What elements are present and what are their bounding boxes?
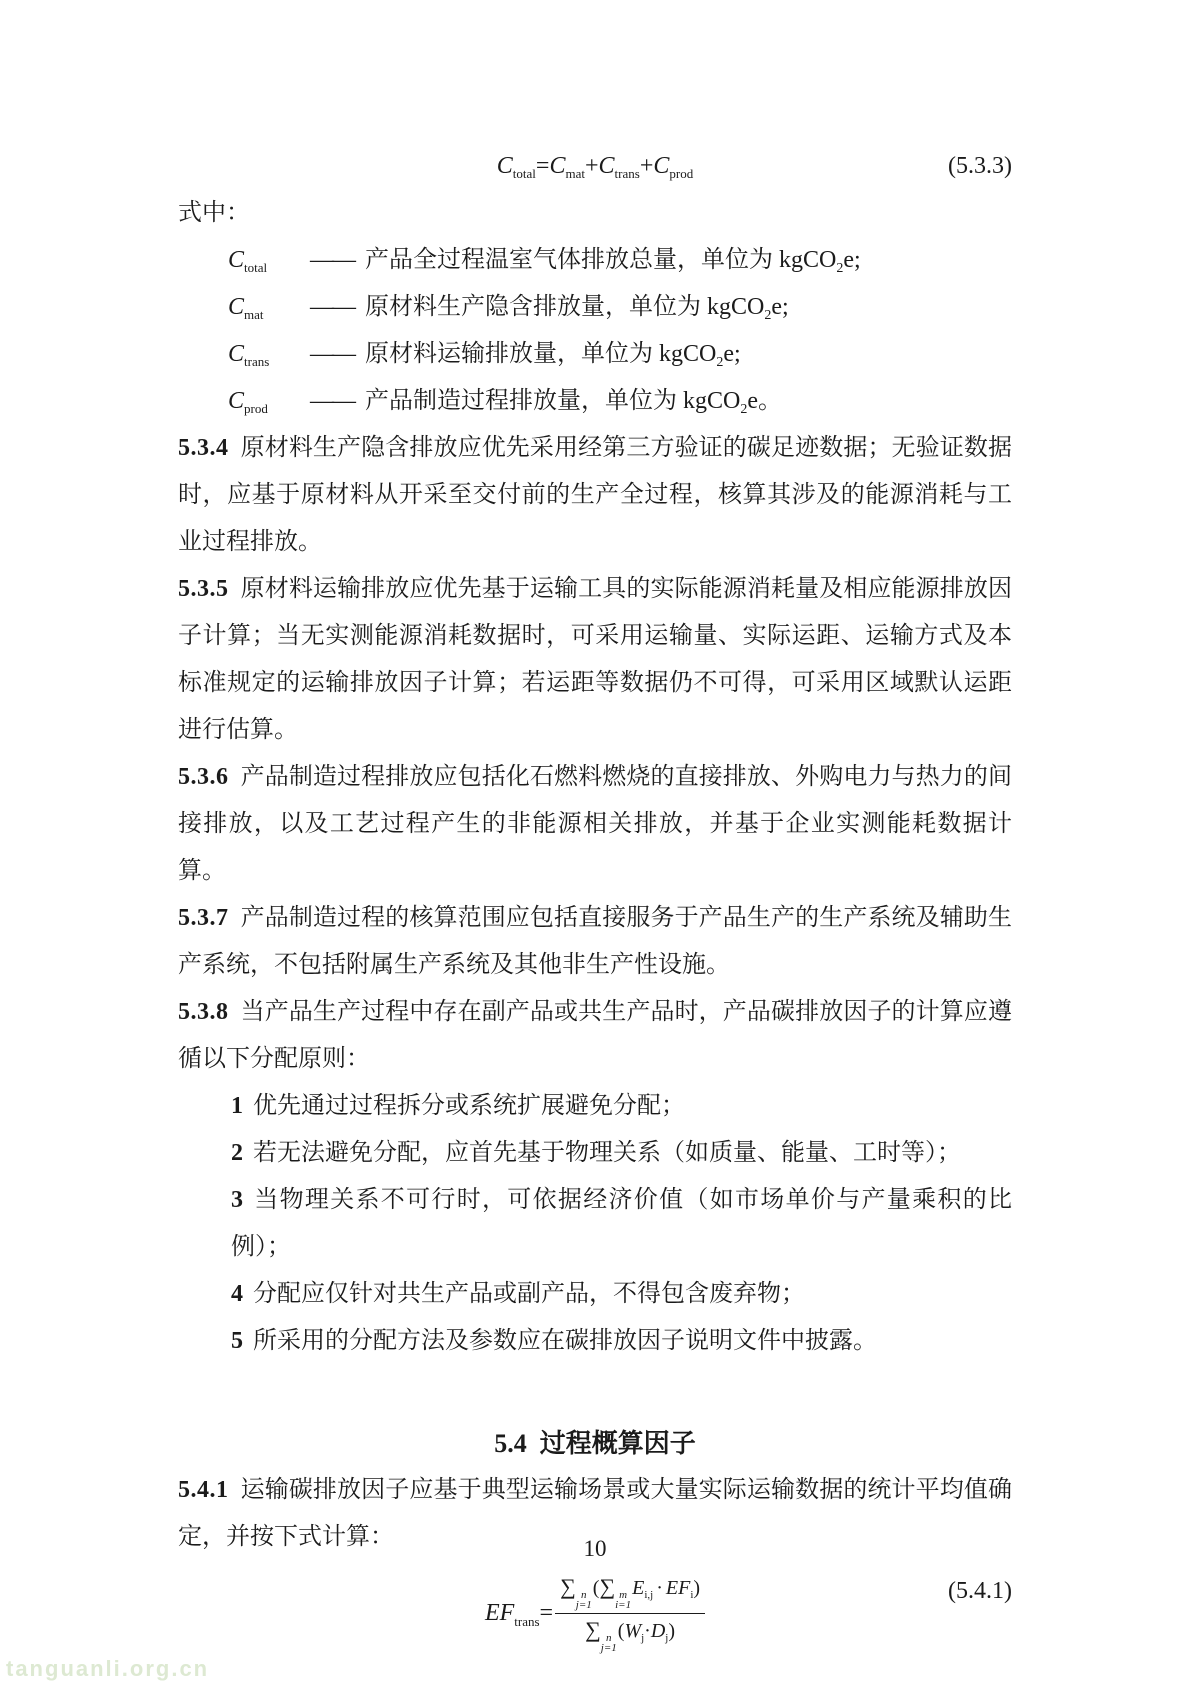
operator-equals: =	[535, 153, 550, 179]
ef-inner-sub: i	[690, 1588, 694, 1601]
clause-text: 运输碳排放因子应基于典型运输场景或大量实际运输数据的统计平均值确定，并按下式计算：	[178, 1477, 1012, 1550]
definition-description	[365, 284, 1012, 331]
definition-dash: ——	[310, 388, 354, 414]
multiply-dot: ·	[644, 1619, 651, 1642]
term-c-prod: C	[653, 153, 670, 179]
clause-number: 5.3.6	[178, 764, 229, 790]
clause-number: 5.3.8	[178, 999, 229, 1025]
sigma-outer: ∑	[560, 1573, 576, 1599]
description-text: 原材料生产隐含排放量，单位为 kgCO	[365, 294, 765, 320]
list-item-5	[178, 1318, 1012, 1365]
paren-open: (	[592, 1576, 600, 1599]
sigma-outer: ∑	[585, 1616, 601, 1642]
section-heading-5-4	[178, 1420, 1012, 1467]
definition-description	[365, 331, 1012, 378]
unit-subscript: 2	[836, 261, 844, 276]
list-item-2	[178, 1130, 1012, 1177]
ef-inner-base: EF	[665, 1576, 691, 1599]
sigma-upper: m	[619, 1588, 628, 1601]
sigma-lower: j=1	[575, 1598, 592, 1611]
clause-text: 当产品生产过程中存在副产品或共生产品时，产品碳排放因子的计算应遵循以下分配原则：	[178, 999, 1012, 1072]
clause-text: 原材料生产隐含排放应优先采用经第三方验证的碳足迹数据；无验证数据时，应基于原材料从开采至交付前的生产全过程，核算其涉及的能源消耗与工业过程排放。	[178, 435, 1012, 555]
term-c-mat: C	[549, 153, 566, 179]
definition-symbol	[228, 237, 310, 284]
description-text: 产品制造过程排放量，单位为 kgCO	[365, 388, 741, 414]
d-sub: j	[665, 1631, 669, 1644]
operator-plus: +	[584, 153, 599, 179]
list-item-text: 分配应仅针对共生产品或副产品，不得包含废弃物；	[253, 1281, 805, 1307]
paren-close: )	[668, 1619, 676, 1642]
clause-number: 5.3.7	[178, 905, 229, 931]
description-tail: e;	[723, 341, 741, 367]
fraction-denominator	[555, 1613, 705, 1653]
symbol-sub: prod	[244, 401, 268, 416]
sigma-lower: i=1	[615, 1598, 632, 1611]
equation-5-3-3-label: (5.3.3)	[948, 153, 1012, 179]
clause-5-3-6	[178, 754, 1012, 895]
where-label: 式中：	[178, 200, 250, 226]
clause-number: 5.3.5	[178, 576, 229, 602]
sigma-limits	[601, 1633, 617, 1653]
definition-row-c-mat	[178, 284, 1012, 331]
sigma-upper: n	[581, 1588, 587, 1601]
sigma-lower: j=1	[600, 1641, 617, 1654]
section-title: 过程概算因子	[539, 1429, 696, 1458]
clause-text: 原材料运输排放应优先基于运输工具的实际能源消耗量及相应能源排放因子计算；当无实测能源消耗数据时，可采用运输量、实际运距、运输方式及本标准规定的运输排放因子计算；若运距等数据仍不可得，可采用区域默认运距进行估算。	[178, 576, 1012, 743]
section-number: 5.4	[494, 1429, 527, 1458]
paren-open: (	[617, 1619, 625, 1642]
clause-text: 产品制造过程的核算范围应包括直接服务于产品生产的生产系统及辅助生产系统，不包括附属生产系统及其他非生产性设施。	[178, 905, 1012, 978]
symbol-base: C	[228, 294, 245, 320]
sigma-upper: n	[606, 1631, 612, 1644]
definition-symbol	[228, 331, 310, 378]
list-item-number: 3	[231, 1187, 243, 1213]
list-item-text: 当物理关系不可行时，可依据经济价值（如市场单价与产量乘积的比例）；	[231, 1187, 1012, 1260]
symbol-base: C	[228, 388, 245, 414]
definition-description	[365, 378, 1012, 425]
clause-5-3-4	[178, 425, 1012, 566]
clause-text: 产品制造过程排放应包括化石燃料燃烧的直接排放、外购电力与热力的间接排放，以及工艺过程产生的非能源相关排放，并基于企业实测能耗数据计算。	[178, 764, 1012, 884]
symbol-sub: total	[244, 260, 268, 275]
operator-equals: =	[539, 1599, 554, 1626]
ef-base: EF	[484, 1599, 515, 1626]
fraction	[555, 1574, 705, 1653]
e-sub: i,j	[644, 1588, 654, 1601]
fraction-numerator	[555, 1574, 705, 1613]
list-item-text: 优先通过过程拆分或系统扩展避免分配；	[253, 1093, 685, 1119]
symbol-sub: trans	[244, 354, 270, 369]
page-number: 10	[583, 1536, 607, 1561]
list-item-number: 2	[231, 1140, 243, 1166]
unit-subscript: 2	[740, 402, 748, 417]
list-item-number: 1	[231, 1093, 243, 1119]
list-item-3	[178, 1177, 1012, 1271]
term-c-prod-sub: prod	[669, 166, 694, 181]
symbol-base: C	[228, 341, 245, 367]
clause-5-3-5	[178, 566, 1012, 754]
list-item-4	[178, 1271, 1012, 1318]
description-text: 原材料运输排放量，单位为 kgCO	[365, 341, 717, 367]
sigma-limits	[576, 1590, 592, 1610]
operator-plus-2: +	[639, 153, 654, 179]
definition-row-c-prod	[178, 378, 1012, 425]
clause-number: 5.4.1	[178, 1477, 229, 1503]
list-item-text: 若无法避免分配，应首先基于物理关系（如质量、能量、工时等）；	[253, 1140, 961, 1166]
list-item-number: 5	[231, 1328, 243, 1354]
equation-5-4-1-row	[178, 1567, 1012, 1659]
allocation-principles-list	[178, 1083, 1012, 1365]
list-item-text: 所采用的分配方法及参数应在碳排放因子说明文件中披露。	[253, 1328, 877, 1354]
description-text: 产品全过程温室气体排放总量，单位为 kgCO	[365, 247, 837, 273]
multiply-dot: ·	[656, 1576, 663, 1599]
sigma-limits	[615, 1590, 631, 1610]
term-c-total-sub: total	[512, 166, 536, 181]
ef-sub: trans	[514, 1613, 540, 1629]
page-content	[178, 0, 1012, 1659]
e-base: E	[632, 1576, 645, 1599]
clause-5-3-8	[178, 989, 1012, 1083]
description-tail: e;	[771, 294, 789, 320]
term-c-total: C	[496, 153, 513, 179]
clause-5-3-7	[178, 895, 1012, 989]
definition-symbol	[228, 378, 310, 425]
symbol-base: C	[228, 247, 245, 273]
term-c-trans-sub: trans	[614, 166, 640, 181]
definition-description	[365, 237, 1012, 284]
list-item-number: 4	[231, 1281, 243, 1307]
unit-subscript: 2	[764, 308, 772, 323]
equation-5-3-3	[497, 142, 693, 190]
definition-symbol	[228, 284, 310, 331]
equation-5-4-1-label: (5.4.1)	[948, 1578, 1012, 1604]
clause-number: 5.3.4	[178, 435, 229, 461]
d-base: D	[650, 1619, 666, 1642]
term-c-trans: C	[598, 153, 615, 179]
w-base: W	[624, 1619, 642, 1642]
watermark: tanguanli.org.cn	[6, 1656, 210, 1681]
list-item-1	[178, 1083, 1012, 1130]
paren-close: )	[693, 1576, 701, 1599]
w-sub: j	[641, 1631, 645, 1644]
symbol-definitions	[178, 237, 1012, 425]
definition-row-c-total	[178, 237, 1012, 284]
equation-5-3-3-row	[178, 142, 1012, 190]
sigma-inner: ∑	[599, 1573, 616, 1599]
term-c-mat-sub: mat	[565, 166, 585, 181]
equation-lhs	[485, 1600, 553, 1627]
definition-row-c-trans	[178, 331, 1012, 378]
description-tail: e;	[843, 247, 861, 273]
description-tail: e。	[747, 388, 782, 414]
definition-dash: ——	[310, 247, 354, 273]
definition-dash: ——	[310, 341, 354, 367]
symbol-sub: mat	[244, 307, 264, 322]
equation-5-4-1	[485, 1567, 705, 1659]
unit-subscript: 2	[716, 355, 724, 370]
definition-dash: ——	[310, 294, 354, 320]
